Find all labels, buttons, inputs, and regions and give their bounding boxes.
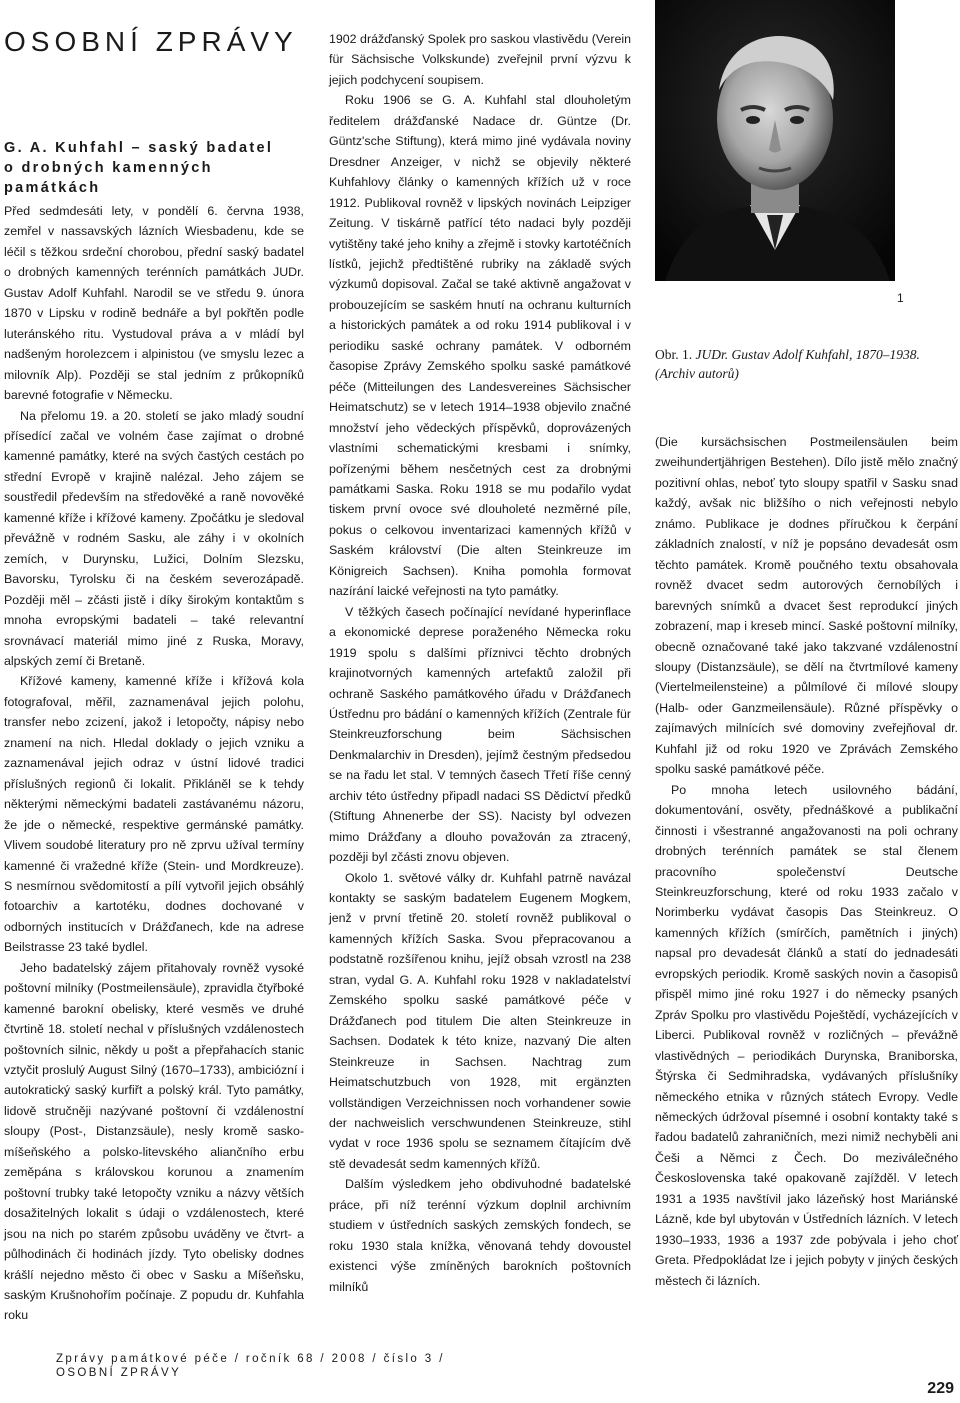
article-title-line-1: G. A. Kuhfahl – saský badatel (4, 140, 274, 156)
article-title (4, 138, 304, 198)
paragraph: Před sedmdesáti lety, v pondělí 6. června 1938, zemřel v nassavských lázních Wiesbadenu, kde se léčil s těžkou srdeční chorobou, přední saský badatel o drobných kamenných terénních památkách JUDr. Gustav Adolf Kuhfahl. Narodil se ve středu 9. února 1870 v Lipsku v rodině bednáře a byl pokřtěn podle luteránského ritu. Vystudoval práva a v mládí byl nadšeným horolezcem i alpinistou (ve smyslu lezec a milovník Alp). Později se stal jedním z průkopníků barevné fotografie v Německu. (4, 204, 304, 403)
footer-journal: Zprávy památkové péče / ročník 68 / 2008 / číslo 3 / (56, 1353, 445, 1365)
paragraph: Křížové kameny, kamenné kříže i křížová kola fotografoval, měřil, zaznamenával jejich polohu, transfer nebo zcizení, jakož i letopočty, nápisy nebo znamení na nich. Hledal doklady o jejich vzniku a zaznamenával jejich odraz v ústní lidové tradici příslušných regionů či lokalit. Přikláněl se k tehdy některými německými badateli zastávanému názoru, že jde o německé, respektive germánské památky. Vlivem soudobé literatury pro ně zprvu užíval termíny kamenné či vražedné kříže (Stein- und Mordkreuze). S nesmírnou svědomitostí a pílí vytvořil jejich obsáhlý fotoarchiv a kartotéku, dodnes dochované v odborných institucích v Drážďanech, kde na adrese Beilstrasse 23 také bydlel. (4, 674, 304, 955)
caption-label: Obr. 1. (655, 347, 693, 362)
paragraph: Na přelomu 19. a 20. století se jako mladý soudní přísedící začal ve volném čase zajímat o drobné kamenné památky, které na svých častých cestách po střední Evropě v krajině nalézal. Jeho zájem se soustředil především na středověké a raně novověké kamenné kříže i křížové kameny. Zpočátku je sledoval převážně v rodném Sasku, ale záhy i v okolních zemích, v Durynsku, Lužici, Dolním Slezsku, Bavorsku, Tyrolsku či na českém severozápadě. Později měl – zčásti jistě i díky širokým kontaktům s mnoha evropskými badateli – také relevantní srovnávací materiál mimo jiné z Ruska, Moravy, alpských zemí či Bretaně. (4, 408, 304, 668)
figure-number: 1 (897, 291, 904, 305)
paragraph: (Die kursächsischen Postmeilensäulen beim zweihundertjährigen Bestehen). Dílo jistě mělo značný pozitivní ohlas, neboť tyto sloupy spatřil v Sasku snad každý, avšak nic bližšího o nich veřejnosti nebylo známo. Publikace je dodnes příručkou k čerpání základních znalostí, v níž je popsáno devadesát osm těchto památek. Kromě poučného textu obsahovala rovněž dvacet sedm autorových černobílých i barevných snímků a dvacet šest reprodukcí jiných zobrazení, map i kreseb mincí. Saské poštovní milníky, obecně označované také jako takzvané vzdálenostní sloupy (Distanzsäule), se dělí na čtvrtmílové kameny (Viertelmeilensteine) a půlmílové či mílové sloupy (Halb- oder Ganzmeilensäule). Různé příspěvky o zajímavých milnících své domoviny zveřejňoval dr. Kuhfahl již od roku 1920 ve Zprávách Zemského spolku saské památkové péče. (655, 435, 958, 777)
paragraph: V těžkých časech počínající nevídané hyperinflace a ekonomické deprese poraženého Německa roku 1919 spolu s dalšími příznivci těchto drobných krajinotvorných kamenných artefaktů založil při ochraně Saského památkového úřadu v Drážďanech Ústřednu pro bádání o kamenných křížích (Zentrale für Steinkreuzforschung beim Sächsischen Denkmalarchiv in Dresden), jejímž čestným předsedou se na řadu let stal. V temných časech Třetí říše cenný archiv této ústředny připadl nadaci SS Dědictví předků (Stiftung Ahnenerbe der SS). Nacisty byl odvezen mimo Drážďany a dlouho považován za ztracený, později byl zčásti znovu objeven. (329, 604, 631, 865)
caption-text: JUDr. Gustav Adolf Kuhfahl, 1870–1938. (695, 347, 920, 362)
section-label: OSOBNÍ ZPRÁVY (4, 26, 298, 57)
text-column-1 (4, 201, 304, 1326)
figure-caption (655, 345, 960, 383)
portrait-photo (655, 0, 895, 281)
paragraph: Okolo 1. světové války dr. Kuhfahl patrně navázal kontakty se saským badatelem Eugenem Mogkem, jenž v první třetině 20. století rovněž publikoval o kamenných křížích Saska. Svou přepracovanou a podstatně rozšířenou knihu, jejíž obsah vzrostl na 238 stran, vydal G. A. Kuhfahl roku 1928 v nakladatelství Zemského spolku saské památkové péče v Drážďanech pod titulem Die alten Steinkreuze in Sachsen. Dodatek k této knize, nazvaný Die alten Steinkreuze in Sachsen. Nachtrag zum Heimatschutzbuch von 1928, mit ergänzten vollständigen Verzeichnissen noch vorhandener sowie der nachweislich verschwundenen Steinkreuze, stihl vydat v roce 1936 spolu se seznamem čítajícím dvě stě devadesát sedm kamenných křížů. (329, 870, 631, 1171)
paragraph: Dalším výsledkem jeho obdivuhodné badatelské práce, při níž terénní výzkum doplnil archivním studiem v ústředních saských zemských fondech, se roku 1930 stala knížka, věnovaná tehdy dovoustel existenci výše zmíněných barokních poštovních milníků (329, 1177, 631, 1294)
text-column-2 (329, 29, 631, 1297)
paragraph: Roku 1906 se G. A. Kuhfahl stal dlouholetým ředitelem drážďanské Nadace dr. Güntze (Dr. Güntz'sche Stiftung), která mimo jiné vydávala noviny Dresdner Anzeiger, v nichž se objevily některé Kuhfahlovy články o kamenných křížích už v roce 1912. Publikoval rovněž v lipských novinách Leipziger Zeitung. V tiskárně patřící této nadaci byly později vytištěny také jeho knihy a zřejmě i stovky kartotéčních lístků, jejichž předtištěné rubriky na základě svých výzkumů dopisoval. Začal se také aktivně angažovat v probouzejícím se saském hnutí na ochranu kulturních a historických památek a od roku 1914 publikoval i v periodiku saské ochrany památek. V odborném časopise Zprávy Zemského spolku saské památkové péče (Mitteilungen des Landesvereines Sächsischer Heimatschutz) se v letech 1914–1938 objevilo značné množství jeho vědeckých příspěvků, doprovázených vlastními schematickými kresbami i snímky, pořízenými během nesčetných cest za drobnými památkami Saska. Roku 1918 se mu podařilo vydat tiskem první ovoce své dlouholeté nezměrné píle, pokus o celkovou inventarizaci kamenných křížů v Saském království (Die alten Steinkreuze im Königreich Sachsen). Kniha pomohla formovat nazírání laické veřejnosti na tyto památky. (329, 93, 631, 599)
paragraph: 1902 drážďanský Spolek pro saskou vlastivědu (Verein für Sächsische Volkskunde) zveřejnil první výzvu k jejich podchycení soupisem. (329, 32, 631, 87)
portrait-illustration (655, 0, 895, 281)
footer-section: OSOBNÍ ZPRÁVY (56, 1367, 182, 1379)
text-column-3 (655, 432, 958, 1291)
article-title-line-2: o drobných kamenných památkách (4, 160, 213, 196)
caption-credit: (Archiv autorů) (655, 366, 739, 381)
paragraph: Jeho badatelský zájem přitahovaly rovněž vysoké poštovní milníky (Postmeilensäule), zpravidla čtyřboké kamenné barokní obelisky, které vesměs ve druhé čtvrtině 18. století nechal v příslušných vzdálenostech poštovních silnic, někdy u pošt a přepřahacích stanic vztyčit proslulý August Silný (1670–1733), ambiciózní i autokratický saský kurfiřt a polský král. Tyto památky, lidově stručněji nazývané poštovní či vzdálenostní sloupy (Post-, Distanzsäule), nesly kromě sasko-míšeňského a polsko-litevského aliančního erbu zeměpána s královskou korunou a znamením poštovní trubky také letopočty vzniku a názvy větších dosažitelných lokalit s údaji o vzdálenostech, které jsou na nich po starém způsobu uváděny ve čtvrt- a půlhodinách či hodinách jízdy. Tyto obelisky dodnes krášlí nejedno město či obec v Sasku a Míšeňsku, saským Krušnohořím počínaje. Z popudu dr. Kuhfahla roku (4, 960, 304, 1323)
page-number: 229 (927, 1380, 954, 1397)
paragraph: Po mnoha letech usilovného bádání, dokumentování, osvěty, přednáškové a publikační činnosti i všestranné angažovanosti na poli ochrany drobných terénních památek se stal členem pracovního společenství Deutsche Steinkreuzforschung, které od roku 1933 začalo v Norimberku vydávat časopis Das Steinkreuz. O kamenných křížích (smírčích, pamětních i jiných) napsal pro devadesát článků a statí do jednadesáti evropských periodik. Kromě saských novin a časopisů přispěl mimo jiné roku 1927 i do německy psaných Zpráv Spolku pro vlastivědu Poještědí, vycházejících v Liberci. Publikoval rovněž v rozličných – převážně vlastivědných – periodikách Durynska, Braniborska, Štýrska či Sedmihradska, vydávaných příslušníky německého etnika v různých státech Evropy. Vedle německých údržoval písemné i osobní kontakty také s řadou badatelů zahraničních, mezi nimiž nechyběli ani Češi a Němci z Čech. Do meziválečného Československa také opakovaně zajížděl. V letech 1931 a 1935 navštívil jako lázeňský host Mariánské Lázně, kde byl ubytován v Ústředních lázních. V letech 1930–1933, 1936 a 1937 zde pobývala i jeho choť Greta. Předpokládat lze i jejich pobyty v jiných českých městech či lázních. (655, 782, 958, 1288)
page-footer (56, 1352, 445, 1380)
